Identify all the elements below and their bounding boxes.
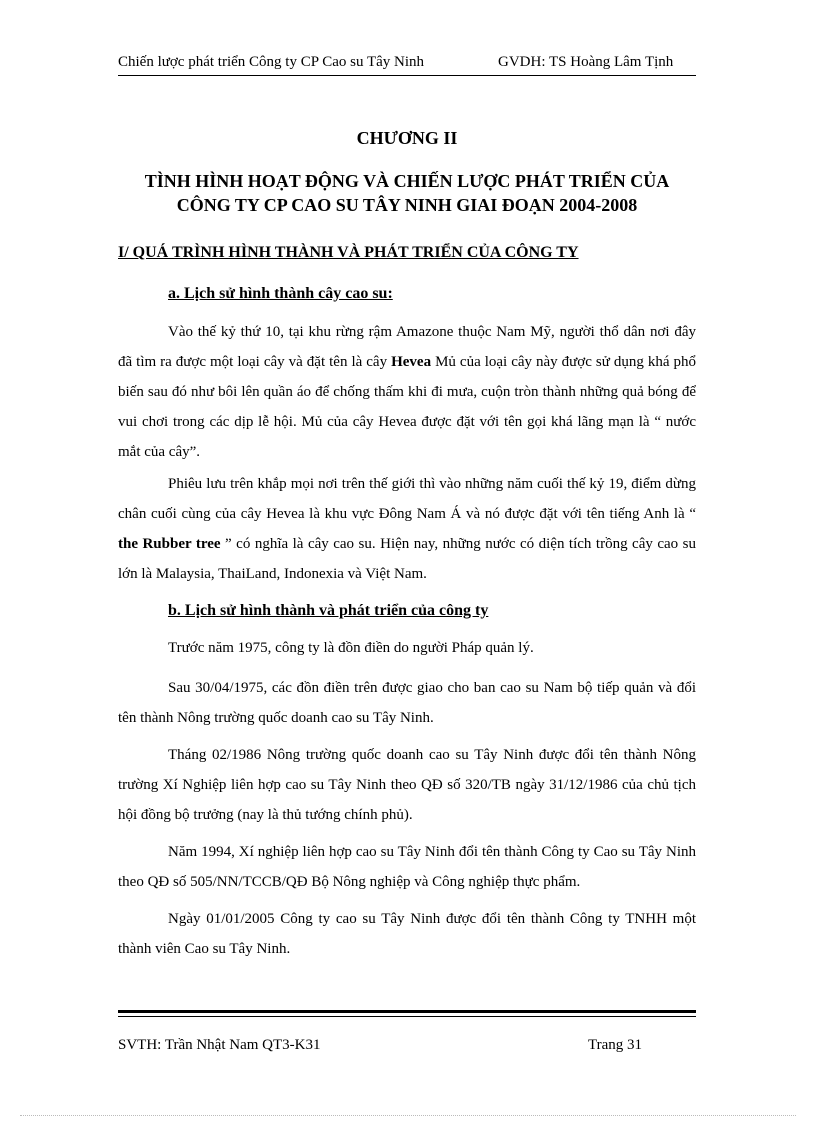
header-rule <box>118 75 696 76</box>
section-heading: I/ QUÁ TRÌNH HÌNH THÀNH VÀ PHÁT TRIỂN CỦA CÔNG TY <box>118 244 579 261</box>
title-line-1: TÌNH HÌNH HOẠT ĐỘNG VÀ CHIẾN LƯỢC PHÁT TRIỂN CỦA <box>144 171 670 191</box>
paragraph-6: Năm 1994, Xí nghiệp liên hợp cao su Tây Ninh đổi tên thành Công ty Cao su Tây Ninh theo QĐ số 505/NN/TCCB/QĐ Bộ Nông nghiệp và Công nghiệp thực phẩm. <box>118 844 696 890</box>
header-left-text: Chiến lược phát triển Công ty CP Cao su Tây Ninh <box>118 54 425 70</box>
footer-rule-thick <box>118 1010 696 1013</box>
page-number: Trang 31 <box>588 1037 643 1053</box>
title-line-2: CÔNG TY CP CAO SU TÂY NINH GIAI ĐOẠN 2004-2008 <box>176 195 638 215</box>
bold-term-rubber-tree: the Rubber tree <box>118 536 221 552</box>
paragraph-2: Phiêu lưu trên khắp mọi nơi trên thế giới thì vào những năm cuối thế kỷ 19, điểm dừng chân cuối cùng của cây Hevea là khu vực Đông Nam Á và nó được đặt với tên tiếng Anh là “ the Rubber tree ” có nghĩa là cây cao su. Hiện nay, những nước có diện tích trồng cây cao su lớn là Malaysia, ThaiLand, Indonexia và Việt Nam. <box>118 476 696 582</box>
header-right-text: GVDH: TS Hoàng Lâm Tịnh <box>498 54 674 70</box>
paragraph-7: Ngày 01/01/2005 Công ty cao su Tây Ninh được đổi tên thành Công ty TNHH một thành viên Cao su Tây Ninh. <box>118 911 696 957</box>
bold-term-hevea: Hevea <box>391 354 432 370</box>
page-bottom-divider <box>20 1115 796 1116</box>
paragraph-3: Trước năm 1975, công ty là đồn điền do người Pháp quản lý. <box>168 640 534 656</box>
paragraph-1: Vào thế kỷ thứ 10, tại khu rừng rậm Amazone thuộc Nam Mỹ, người thổ dân nơi đây đã tìm ra được một loại cây và đặt tên là cây Hevea Mủ của loại cây này được sử dụng khá phổ biến sau đó như bôi lên quần áo để chống thấm khi đi mưa, cuộn tròn thành những quả bóng để vui chơi trong các dịp lễ hội. Mủ của cây Hevea được đặt với tên gọi khá lãng mạn là “ nước mắt của cây”. <box>118 324 697 460</box>
chapter-title: CHƯƠNG II <box>356 128 458 148</box>
footer-author: SVTH: Trần Nhật Nam QT3-K31 <box>118 1037 321 1053</box>
subheading-b: b. Lịch sử hình thành và phát triển của công ty <box>168 602 489 619</box>
paragraph-5: Tháng 02/1986 Nông trường quốc doanh cao su Tây Ninh được đổi tên thành Nông trường Xí Nghiệp liên hợp cao su Tây Ninh theo QĐ số 320/TB ngày 31/12/1986 của chủ tịch hội đồng bộ trưởng (nay là thủ tướng chính phủ). <box>118 747 696 823</box>
paragraph-4: Sau 30/04/1975, các đồn điền trên được giao cho ban cao su Nam bộ tiếp quản và đổi tên thành Nông trường quốc doanh cao su Tây Ninh. <box>118 680 696 726</box>
subheading-a: a. Lịch sử hình thành cây cao su: <box>168 285 393 302</box>
footer-rule-thin <box>118 1016 696 1017</box>
